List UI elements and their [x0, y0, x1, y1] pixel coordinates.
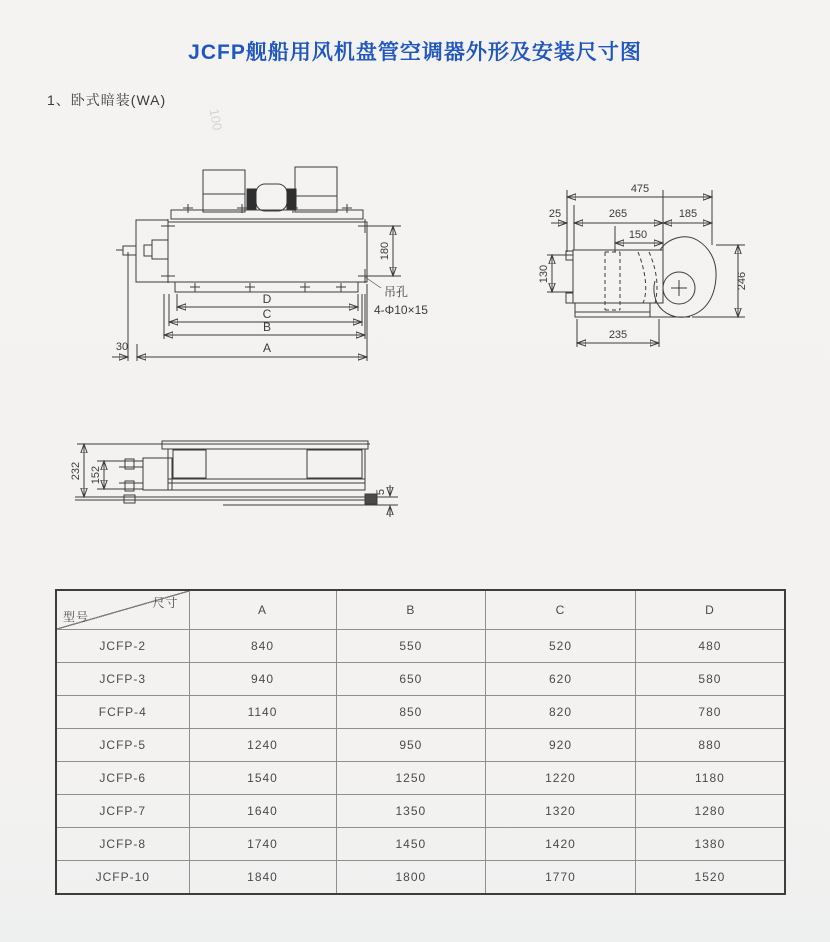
section-label: 1、卧式暗装(WA) — [47, 92, 167, 108]
model-cell: FCFP-4 — [56, 696, 189, 729]
model-cell: JCFP-5 — [56, 729, 189, 762]
value-cell: 480 — [635, 630, 785, 663]
table-row — [56, 861, 785, 895]
table-row — [56, 663, 785, 696]
side-dim-25-label: 25 — [548, 208, 562, 220]
model-cell: JCFP-3 — [56, 663, 189, 696]
value-cell: 850 — [336, 696, 486, 729]
value-cell: 1770 — [486, 861, 636, 895]
side-dim-185-label: 185 — [678, 208, 698, 220]
profile-dim-232-label: 232 — [70, 461, 82, 481]
side-dim-235-label: 235 — [608, 329, 628, 341]
profile-dim-5-label: 5 — [375, 488, 387, 496]
model-cell: JCFP-8 — [56, 828, 189, 861]
profile-view-drawing — [70, 441, 398, 517]
side-dim-150-label: 150 — [628, 229, 648, 241]
bleed-through-watermark: 100 — [206, 107, 226, 132]
side-dim-475-label: 475 — [630, 183, 650, 195]
front-dim-b-label: B — [262, 320, 272, 334]
value-cell: 1280 — [635, 795, 785, 828]
table-row — [56, 795, 785, 828]
table-header-row — [56, 590, 785, 630]
value-cell: 1350 — [336, 795, 486, 828]
value-cell: 1250 — [336, 762, 486, 795]
side-view-drawing — [538, 183, 748, 347]
front-dim-c-label: C — [262, 307, 272, 321]
value-cell: 1540 — [189, 762, 336, 795]
value-cell: 1420 — [486, 828, 636, 861]
value-cell: 880 — [635, 729, 785, 762]
value-cell: 1320 — [486, 795, 636, 828]
table-row — [56, 729, 785, 762]
model-cell: JCFP-7 — [56, 795, 189, 828]
front-view-drawing — [112, 167, 428, 361]
value-cell: 620 — [486, 663, 636, 696]
corner-label-size: 尺寸 — [152, 596, 179, 610]
hole-note-line2: 4-Φ10×15 — [374, 303, 428, 317]
value-cell: 1240 — [189, 729, 336, 762]
value-cell: 550 — [336, 630, 486, 663]
corner-label-model: 型号 — [63, 610, 90, 624]
side-dim-246-label: 246 — [736, 271, 748, 291]
table-row — [56, 762, 785, 795]
model-cell: JCFP-2 — [56, 630, 189, 663]
table-row — [56, 696, 785, 729]
table-row — [56, 630, 785, 663]
profile-dim-152-label: 152 — [90, 465, 102, 485]
model-cell: JCFP-10 — [56, 861, 189, 895]
value-cell: 1840 — [189, 861, 336, 895]
value-cell: 1520 — [635, 861, 785, 895]
column-header-a: A — [189, 590, 336, 630]
value-cell: 1380 — [635, 828, 785, 861]
value-cell: 650 — [336, 663, 486, 696]
front-dim-30-label: 30 — [115, 341, 129, 353]
page-title: JCFP舰船用风机盘管空调器外形及安装尺寸图 — [188, 41, 642, 64]
value-cell: 520 — [486, 630, 636, 663]
value-cell: 1140 — [189, 696, 336, 729]
column-header-d: D — [635, 590, 785, 630]
column-header-c: C — [486, 590, 636, 630]
front-dim-d-label: D — [262, 292, 272, 306]
mounting-hole-marks — [161, 219, 372, 283]
value-cell: 1180 — [635, 762, 785, 795]
value-cell: 840 — [189, 630, 336, 663]
value-cell: 820 — [486, 696, 636, 729]
side-dim-130-label: 130 — [538, 264, 550, 284]
table-corner-cell — [56, 590, 189, 630]
value-cell: 1220 — [486, 762, 636, 795]
table-row — [56, 828, 785, 861]
column-header-b: B — [336, 590, 486, 630]
value-cell: 1800 — [336, 861, 486, 895]
value-cell: 580 — [635, 663, 785, 696]
front-dim-a-label: A — [262, 341, 272, 355]
value-cell: 1740 — [189, 828, 336, 861]
hole-note-line1: 吊孔 — [384, 285, 409, 299]
front-dim-180-label: 180 — [379, 241, 391, 261]
value-cell: 780 — [635, 696, 785, 729]
value-cell: 950 — [336, 729, 486, 762]
side-dim-265-label: 265 — [608, 208, 628, 220]
model-cell: JCFP-6 — [56, 762, 189, 795]
value-cell: 1640 — [189, 795, 336, 828]
value-cell: 920 — [486, 729, 636, 762]
value-cell: 940 — [189, 663, 336, 696]
value-cell: 1450 — [336, 828, 486, 861]
dimension-table — [55, 589, 786, 895]
